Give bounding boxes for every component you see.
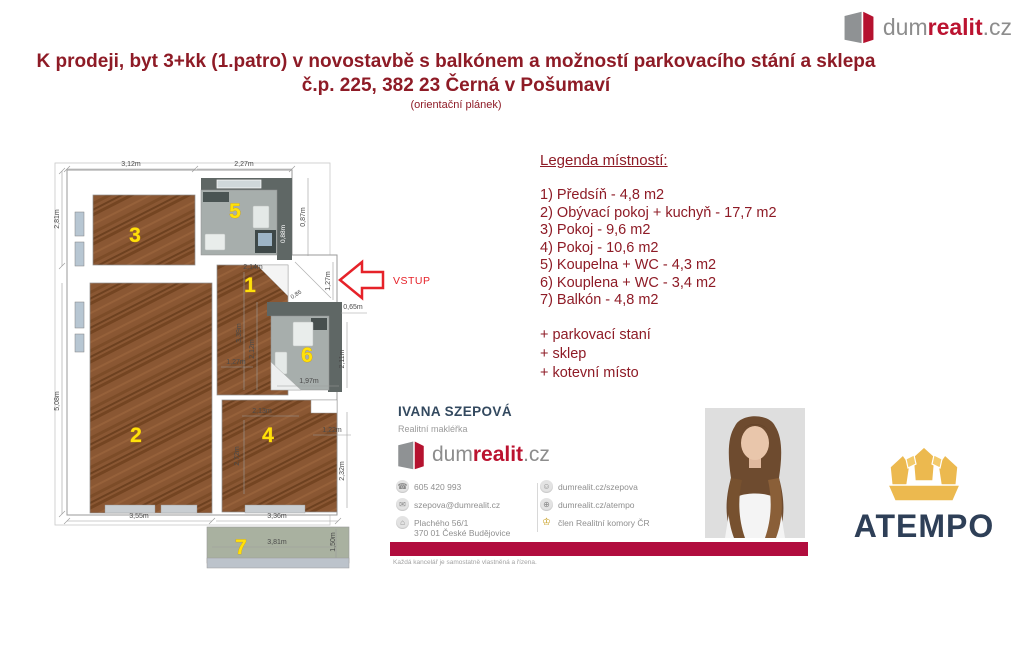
person-icon: ☺ <box>540 480 553 493</box>
legend-item: 7) Balkón - 4,8 m2 <box>540 292 659 308</box>
room-7-balcony <box>207 527 349 568</box>
dim-label: 2,32m <box>339 461 346 481</box>
logo-dum: dum <box>432 443 473 466</box>
phone-icon: ☎ <box>397 482 408 491</box>
dumrealit-building-icon <box>396 438 426 472</box>
agent-portrait <box>705 408 805 538</box>
office-disclaimer: Každá kancelář je samostatně vlastněná a řízena. <box>393 559 537 566</box>
dumrealit-logo-text <box>432 443 550 467</box>
dim-label: 2,11m <box>339 349 346 369</box>
legend-item: 1) Předsíň - 4,8 m2 <box>540 187 665 203</box>
balcony-door <box>105 505 155 513</box>
crown-icon <box>876 445 972 503</box>
room-number-5: 5 <box>229 200 241 223</box>
dim-label: 2,81m <box>54 209 61 229</box>
crown-icon: ♔ <box>542 517 551 528</box>
window <box>217 180 261 188</box>
agent-member: člen Realitní komory ČR <box>558 518 650 528</box>
room-number-2: 2 <box>130 424 142 447</box>
agent-phone: 605 420 993 <box>414 482 462 492</box>
logo-realit: realit <box>472 443 524 466</box>
web-row <box>540 480 670 493</box>
dim-label: 2,27m <box>234 161 254 168</box>
window <box>75 242 84 266</box>
member-row <box>540 516 670 529</box>
legend-item: 2) Obývací pokoj + kuchyň - 17,7 m2 <box>540 204 777 221</box>
legend-extra: + parkovací staní <box>540 326 651 343</box>
dim-label: 3,81m <box>267 539 287 546</box>
email-row <box>396 498 536 511</box>
dim-label: 2,12m <box>249 339 256 359</box>
floor-plan-drawing <box>45 150 435 585</box>
vstup-label: VSTUP <box>393 275 431 287</box>
dumrealit-building-icon <box>842 8 876 46</box>
legend-item: 6) Kouplena + WC - 3,4 m2 <box>540 274 717 291</box>
dim-label: 0,86 <box>289 289 303 301</box>
legend-extras <box>540 326 777 383</box>
logo-dum: dum <box>882 13 928 40</box>
agent-dumrealit-logo <box>396 438 550 472</box>
crimson-bar <box>390 542 808 556</box>
room-number-3: 3 <box>129 224 141 247</box>
title-block <box>0 50 912 113</box>
logo-cz: .cz <box>982 13 1012 40</box>
page-subtitle: č.p. 225, 382 23 Černá v Pošumaví <box>301 75 611 96</box>
agent-photo <box>705 408 805 538</box>
room-number-4: 4 <box>262 424 274 447</box>
counter <box>203 192 229 202</box>
room-legend <box>540 152 777 383</box>
page-note: (orientační plánek) <box>410 99 502 111</box>
legend-item: 4) Pokoj - 10,6 m2 <box>540 239 659 256</box>
dim-label: 2,14m <box>243 264 263 271</box>
legend-item: 5) Koupelna + WC - 4,3 m2 <box>540 257 717 273</box>
sink <box>205 234 225 250</box>
agent-name: IVANA SZEPOVÁ <box>398 404 512 419</box>
dim-label: 3,39m <box>236 323 243 343</box>
dim-label: 3,36m <box>267 513 287 520</box>
legend-heading: Legenda místností: <box>540 152 668 169</box>
wall-notch <box>311 400 337 413</box>
web-row <box>540 498 670 511</box>
phone-row <box>396 480 536 493</box>
entrance-arrow-icon <box>340 262 383 298</box>
atempo-wordmark: ATEMPO <box>853 508 995 544</box>
agent-address-line2: 370 01 České Budějovice <box>414 528 511 538</box>
room-number-7: 7 <box>235 536 247 559</box>
dim-label: 1,22m <box>322 427 342 434</box>
dumrealit-logo-text <box>883 14 1012 41</box>
agent-web1: dumrealit.cz/szepova <box>558 482 638 492</box>
room-2 <box>75 283 212 513</box>
dim-label: 2,72m <box>234 446 241 466</box>
dim-label: 1,27m <box>325 271 332 291</box>
agent-email: szepova@dumrealit.cz <box>414 500 501 510</box>
location-icon: ⌂ <box>396 516 409 529</box>
dim-label: 1,27m <box>226 359 246 366</box>
contact-column-left <box>396 480 536 543</box>
logo-realit: realit <box>927 13 983 40</box>
dim-label: 5,08m <box>54 391 61 411</box>
agent-address <box>414 516 510 538</box>
window <box>161 505 197 513</box>
dim-label: 2,13m <box>252 408 272 415</box>
contact-column-right <box>540 480 670 534</box>
dim-label: 3,55m <box>129 513 149 520</box>
legend-item: 3) Pokoj - 9,6 m2 <box>540 222 651 238</box>
room-number-6: 6 <box>301 344 313 367</box>
address-row <box>396 516 536 538</box>
agent-address-line1: Plachého 56/1 <box>414 518 469 528</box>
room-5 <box>201 178 292 260</box>
dim-label: 1,50m <box>330 532 337 552</box>
balcony-door <box>245 505 305 513</box>
window <box>75 334 84 352</box>
legend-extra: + kotevní místo <box>540 364 639 381</box>
globe-icon: ⊕ <box>540 498 553 511</box>
dumrealit-header-logo <box>842 8 1012 46</box>
dim-label: 3,12m <box>121 161 141 168</box>
atempo-logo <box>833 445 1015 545</box>
dim-label: 0,88m <box>280 224 287 244</box>
legend-extra: + sklep <box>540 345 587 362</box>
toilet <box>253 206 269 228</box>
dim-label: 0,65m <box>343 304 363 311</box>
column-divider <box>537 483 538 532</box>
counter <box>311 318 327 330</box>
agent-card <box>390 400 810 566</box>
page-title: K prodeji, byt 3+kk (1.patro) v novostavbě s balkónem a možností parkovacího stání a sklepa <box>36 51 876 72</box>
floor-plan <box>45 150 435 585</box>
shower <box>293 322 313 346</box>
room-number-1: 1 <box>244 274 256 297</box>
agent-web2: dumrealit.cz/atempo <box>558 500 635 510</box>
logo-cz: .cz <box>523 443 550 466</box>
dim-label: 0,87m <box>300 207 307 227</box>
shower-glass <box>258 233 272 246</box>
window <box>75 302 84 328</box>
dim-label: 1,97m <box>299 378 319 385</box>
window <box>75 212 84 236</box>
email-icon: ✉ <box>396 498 409 511</box>
agent-role: Realitní makléřka <box>398 424 468 434</box>
